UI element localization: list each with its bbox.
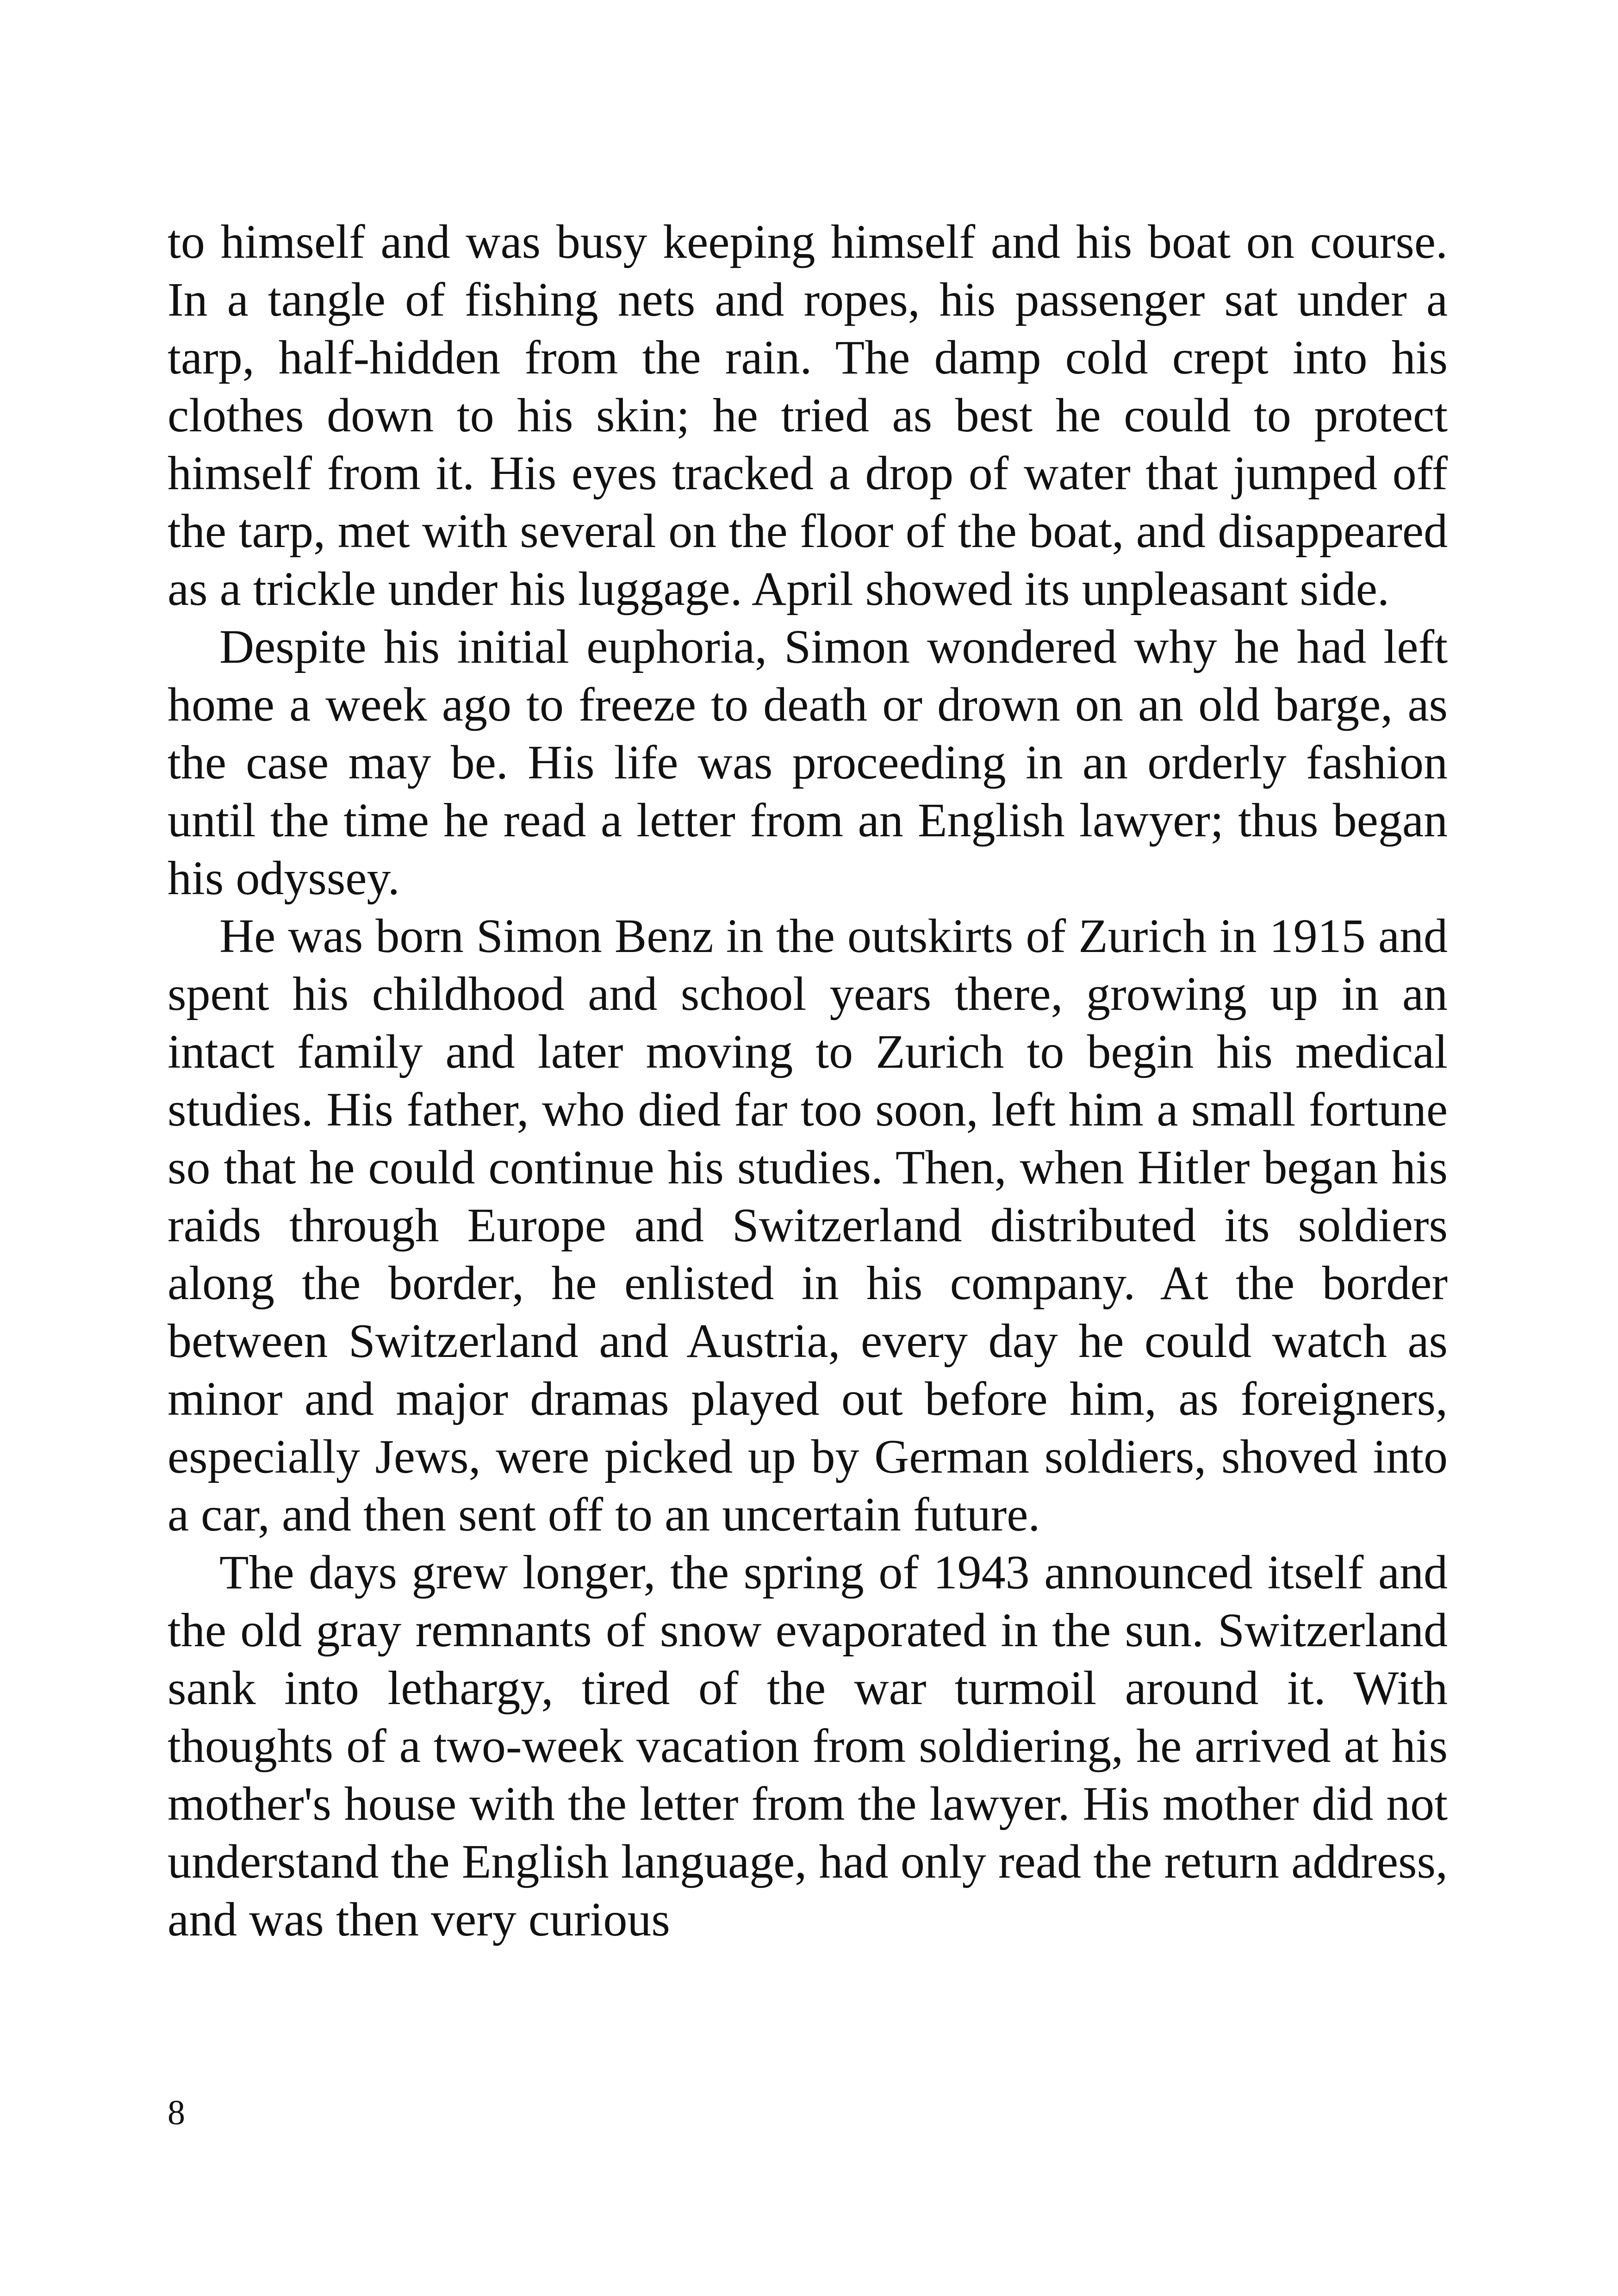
paragraph-2: Despite his initial euphoria, Simon wondered why he had left home a week ago to freeze to death or drown on an old barge, as the case may be. His life was proceeding in an orderly fashion until the time he read a letter from an English lawyer; thus began his odyssey. [168,620,1448,905]
body-text [168,213,1448,1948]
page-number: 8 [168,2093,185,2132]
paragraph-4: The days grew longer, the spring of 1943 announced itself and the old gray remnants of snow evaporated in the sun. Switzerland sank into lethargy, tired of the war turmoil around it. With thoughts of a two-week vacation from soldiering, he arrived at his mother's house with the letter from the lawyer. His mother did not understand the English language, had only read the return address, and was then very curious [168,1546,1448,1946]
paragraph-1: to himself and was busy keeping himself and his boat on course. In a tangle of fishing nets and ropes, his passenger sat under a tarp, half-hidden from the rain. The damp cold crept into his clothes down to his skin; he tried as best he could to protect himself from it. His eyes tracked a drop of water that jumped off the tarp, met with several on the floor of the boat, and disappeared as a trickle under his luggage. April showed its unpleasant side. [168,215,1448,616]
paragraph-3: He was born Simon Benz in the outskirts of Zurich in 1915 and spent his childhood and school years there, growing up in an intact family and later moving to Zurich to begin his medical studies. His father, who died far too soon, left him a small fortune so that he could continue his studies. Then, when Hitler began his raids through Europe and Switzerland distributed its soldiers along the border, he enlisted in his company. At the border between Switzerland and Austria, every day he could watch as minor and major dramas played out before him, as foreigners, especially Jews, were picked up by German soldiers, shoved into a car, and then sent off to an uncertain future. [168,909,1448,1541]
